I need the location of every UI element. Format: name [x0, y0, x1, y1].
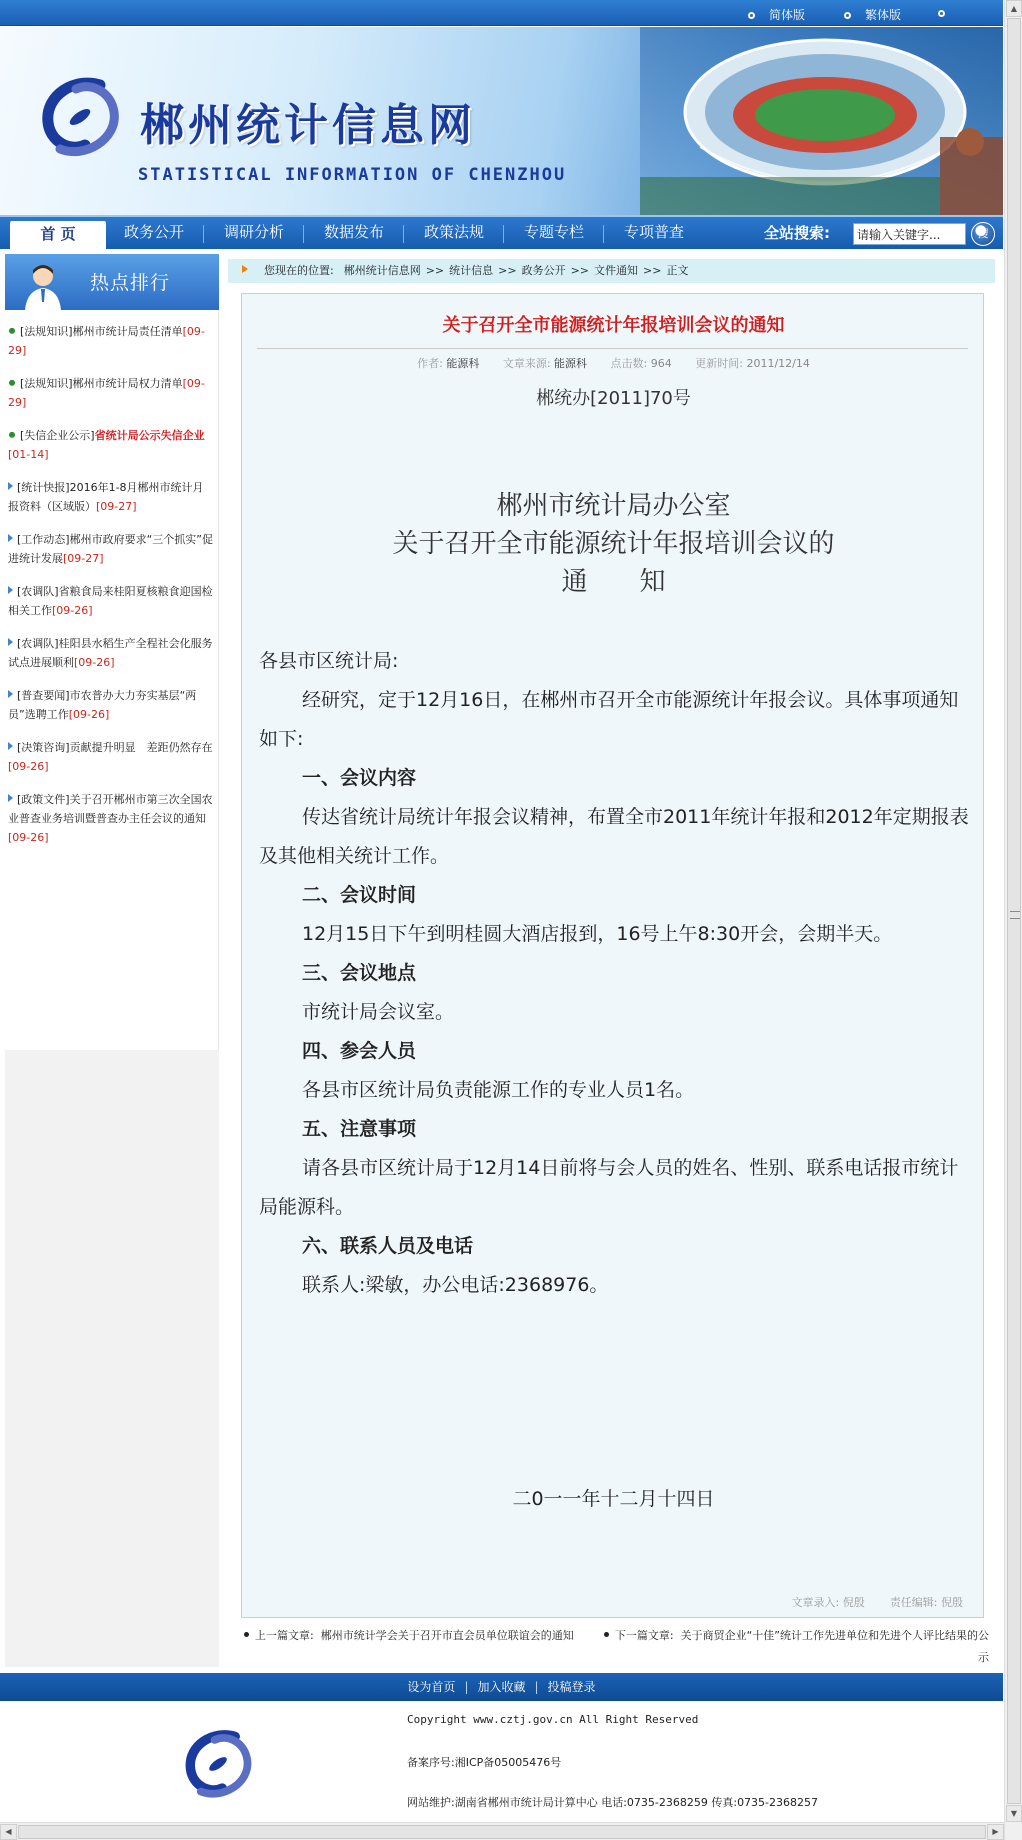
hot-item-title[interactable]: 关于召开郴州市第三次全国农业普查业务培训暨普查办主任会议的通知	[8, 793, 213, 825]
vertical-scroll-thumb[interactable]	[1007, 18, 1021, 1804]
hot-list-item[interactable]	[5, 422, 218, 468]
heading-line: 郴州市统计局办公室	[496, 491, 731, 521]
updated-label: 更新时间:	[695, 357, 743, 370]
source-label: 文章来源:	[502, 357, 551, 370]
hot-item-date: [01-14]	[8, 448, 49, 461]
nav-policy[interactable]: 政策法规	[423, 223, 484, 241]
hits-value: 964	[650, 357, 672, 370]
nav-home[interactable]: 首 页	[10, 221, 106, 249]
updated-value: 2011/12/14	[746, 357, 810, 370]
salutation: 各县市区统计局:	[259, 650, 399, 672]
leaf-icon	[8, 378, 16, 386]
horizontal-scrollbar[interactable]	[0, 1822, 1004, 1840]
hot-list-item[interactable]	[5, 630, 218, 676]
hot-item-tag: [统计快报]	[17, 481, 70, 494]
hot-ranking-header	[5, 254, 219, 310]
breadcrumb-item[interactable]: 政务公开	[521, 264, 566, 277]
breadcrumb-item[interactable]: 文件通知	[594, 264, 639, 277]
nav-data-release[interactable]: 数据发布	[323, 223, 384, 241]
heading-line: 关于召开全市能源统计年报培训会议的	[392, 529, 835, 559]
hot-item-title[interactable]: 郴州市政府要求“三个抓实”促进统计发展	[8, 533, 213, 565]
body-paragraph: 联系人:梁敏，办公电话:2368976。	[302, 1274, 609, 1296]
heading-line: 通 知	[561, 567, 666, 597]
hot-item-date: [09-26]	[8, 760, 49, 773]
hot-list-item[interactable]	[5, 682, 218, 728]
notice-heading	[242, 487, 985, 601]
arrow-right-icon	[242, 265, 248, 273]
bullet-icon	[244, 1632, 249, 1637]
user-avatar-icon	[17, 258, 69, 310]
footer-divider: |	[534, 1680, 539, 1694]
next-article[interactable]	[594, 1625, 989, 1669]
arrow-right-icon	[8, 690, 13, 698]
section-heading: 五、注意事项	[302, 1118, 417, 1140]
circle-bullet-icon	[748, 12, 755, 19]
search-label: 全站搜索:	[764, 224, 830, 242]
horizontal-scroll-thumb[interactable]	[18, 1825, 986, 1839]
footer-logo-icon	[175, 1721, 261, 1807]
body-paragraph: 请各县市区统计局于12月14日前将与会人员的姓名、性别、联系电话报市统计局能源科。	[259, 1157, 959, 1218]
prev-article[interactable]	[244, 1625, 584, 1647]
hot-item-title[interactable]: 郴州市统计局权力清单	[72, 377, 183, 390]
footer-links	[0, 1673, 1003, 1701]
breadcrumb-item[interactable]: 统计信息	[449, 264, 494, 277]
breadcrumb-prefix: 您现在的位置:	[264, 264, 334, 277]
circle-bullet-icon	[844, 12, 851, 19]
breadcrumb-separator: >>	[643, 264, 662, 277]
author-label: 作者:	[417, 357, 443, 370]
leaf-icon	[8, 326, 16, 334]
arrow-right-icon	[8, 534, 13, 542]
date-signature: 二0一一年十二月十四日	[512, 1488, 715, 1510]
section-heading: 六、联系人员及电话	[302, 1235, 474, 1257]
hot-ranking-list	[5, 310, 219, 1050]
hot-list-item[interactable]	[5, 318, 218, 364]
hot-list-item[interactable]	[5, 786, 218, 851]
source-value: 能源科	[554, 357, 588, 370]
article-panel	[241, 293, 984, 1618]
entry-value: 倪殷	[842, 1596, 865, 1609]
hot-item-tag: [失信企业公示]	[20, 429, 95, 442]
traditional-label[interactable]: 繁体版	[865, 8, 902, 22]
author-value: 能源科	[446, 357, 480, 370]
scroll-left-icon[interactable]: ◀	[0, 1824, 17, 1840]
section-heading: 二、会议时间	[302, 884, 417, 906]
editor-label: 责任编辑:	[889, 1596, 938, 1609]
arrow-right-icon	[8, 794, 13, 802]
bullet-icon	[604, 1632, 609, 1637]
nav-divider	[203, 225, 204, 243]
breadcrumb	[228, 259, 995, 283]
maintainer-text: 网站维护:湖南省郴州市统计局计算中心 电话:0735-2368259 传真:0735-2368257	[407, 1796, 819, 1809]
hot-list-item[interactable]	[5, 734, 218, 780]
nav-divider	[603, 225, 604, 243]
article-meta	[242, 355, 985, 371]
body-paragraph: 各县市区统计局负责能源工作的专业人员1名。	[302, 1079, 695, 1101]
hot-list-item[interactable]	[5, 370, 218, 416]
hot-item-date: [09-29]	[8, 325, 205, 357]
circle-bullet-icon	[938, 6, 945, 20]
set-homepage-link[interactable]: 设为首页	[407, 1680, 456, 1694]
arrow-right-icon	[8, 638, 13, 646]
section-heading: 一、会议内容	[302, 767, 417, 789]
nav-special-topics[interactable]: 专题专栏	[523, 223, 584, 241]
nav-divider	[403, 225, 404, 243]
article-title: 关于召开全市能源统计年报培训会议的通知	[442, 315, 785, 336]
prev-label: 上一篇文章:	[255, 1629, 314, 1642]
arrow-right-icon	[8, 586, 13, 594]
hot-item-title[interactable]: 省粮食局来桂阳夏核粮食迎国检相关工作	[8, 585, 213, 617]
breadcrumb-item[interactable]: 郴州统计信息网	[343, 264, 421, 277]
hot-item-tag: [政策文件]	[17, 793, 70, 806]
stadium-image	[640, 27, 1003, 215]
banner	[0, 27, 1003, 215]
hot-list-item[interactable]	[5, 526, 218, 572]
breadcrumb-separator: >>	[425, 264, 445, 277]
hot-item-date: [09-27]	[63, 552, 104, 565]
nav-divider	[303, 225, 304, 243]
search-input[interactable]	[853, 223, 966, 245]
section-heading: 四、参会人员	[302, 1040, 417, 1062]
hot-item-title[interactable]: 郴州市统计局责任清单	[72, 325, 183, 338]
sidebar	[5, 254, 219, 1667]
hot-item-date: [09-26]	[74, 656, 115, 669]
hits-label: 点击数:	[610, 357, 648, 370]
simplified-link[interactable]	[748, 6, 805, 23]
hot-item-date: [09-26]	[8, 831, 49, 844]
footer	[0, 1701, 1003, 1821]
vertical-scrollbar[interactable]	[1004, 0, 1022, 1840]
editor-value: 倪殷	[941, 1596, 963, 1609]
body-paragraph: 12月15日下午到明桂圆大酒店报到，16号上午8:30开会，会期半天。	[302, 923, 893, 945]
title-divider	[257, 348, 968, 349]
hot-item-title[interactable]: 省统计局公示失信企业	[94, 429, 205, 442]
hot-item-tag: [决策咨询]	[17, 741, 70, 754]
simplified-label[interactable]: 简体版	[769, 8, 806, 22]
hot-item-title[interactable]: 2016年1-8月郴州市统计月报资料（区域版）	[8, 481, 204, 513]
icp-text: 备案序号:湘ICP备05005476号	[407, 1756, 562, 1769]
leaf-icon	[8, 430, 16, 438]
hot-item-title[interactable]: 市农普办大力夯实基层“两员”选聘工作	[8, 689, 197, 721]
arrow-right-icon	[8, 742, 13, 750]
site-logo-icon	[30, 67, 130, 167]
nav-divider	[503, 225, 504, 243]
prev-link[interactable]: 郴州市统计学会关于召开市直会员单位联谊会的通知	[320, 1629, 574, 1642]
breadcrumb-item: 正文	[666, 264, 689, 277]
prev-next-links	[244, 1625, 989, 1664]
site-title-cn: 郴州统计信息网	[140, 100, 476, 151]
body-paragraph: 传达省统计局统计年报会议精神，布置全市2011年统计年报和2012年定期报表及其他相关统计工作。	[259, 806, 969, 867]
hot-item-tag: [普查要闻]	[17, 689, 70, 702]
nav-census[interactable]: 专项普查	[623, 223, 684, 241]
hot-item-tag: [工作动态]	[17, 533, 70, 546]
grip-icon	[1010, 911, 1020, 919]
next-label: 下一篇文章:	[614, 1629, 674, 1642]
copyright-text: Copyright www.cztj.gov.cn All Right Reserved	[407, 1713, 699, 1726]
arrow-right-icon	[8, 482, 13, 490]
hot-item-title[interactable]: 贡献提升明显 差距仍然存在	[69, 741, 213, 754]
section-heading: 三、会议地点	[302, 962, 417, 984]
document-number: 郴统办[2011]70号	[536, 388, 691, 409]
traditional-link[interactable]	[844, 6, 901, 23]
hot-item-tag: [农调队]	[17, 585, 59, 598]
article-body	[259, 642, 970, 1305]
hot-item-title[interactable]: 桂阳县水稻生产全程社会化服务试点进展顺利	[8, 637, 213, 669]
site-title-en: STATISTICAL INFORMATION OF CHENZHOU	[138, 165, 567, 185]
entry-label: 文章录入:	[791, 1596, 840, 1609]
next-link[interactable]: 关于商贸企业“十佳”统计工作先进单位和先进个人评比结果的公示	[680, 1629, 989, 1664]
article-editors	[792, 1594, 963, 1610]
nav-research[interactable]: 调研分析	[223, 223, 284, 241]
body-paragraph: 经研究，定于12月16日，在郴州市召开全市能源统计年报会议。具体事项通知如下:	[259, 689, 959, 750]
hot-item-date: [09-26]	[52, 604, 93, 617]
add-favorite-link[interactable]: 加入收藏	[477, 1680, 526, 1694]
hot-item-tag: [农调队]	[17, 637, 59, 650]
top-strip	[0, 0, 1003, 26]
hot-item-date: [09-29]	[8, 377, 205, 409]
body-paragraph: 市统计局会议室。	[302, 1001, 455, 1023]
hot-item-tag: [法规知识]	[20, 377, 73, 390]
hot-list-item[interactable]	[5, 578, 218, 624]
scroll-up-icon[interactable]: ▲	[1006, 0, 1022, 17]
hot-item-tag: [法规知识]	[20, 325, 73, 338]
scroll-down-icon[interactable]: ▼	[1006, 1805, 1022, 1822]
hot-item-date: [09-26]	[68, 708, 110, 721]
submit-login-link[interactable]: 投稿登录	[547, 1680, 596, 1694]
main-nav	[0, 215, 1003, 249]
hot-item-date: [09-27]	[96, 500, 137, 513]
nav-gov-affairs[interactable]: 政务公开	[123, 223, 184, 241]
breadcrumb-separator: >>	[498, 264, 517, 277]
search-button[interactable]: 搜	[971, 222, 995, 246]
hot-ranking-title: 热点排行	[90, 272, 171, 294]
breadcrumb-separator: >>	[570, 264, 590, 277]
hot-list-item[interactable]	[5, 474, 218, 520]
scroll-right-icon[interactable]: ▶	[987, 1824, 1004, 1840]
footer-divider: |	[464, 1680, 469, 1694]
